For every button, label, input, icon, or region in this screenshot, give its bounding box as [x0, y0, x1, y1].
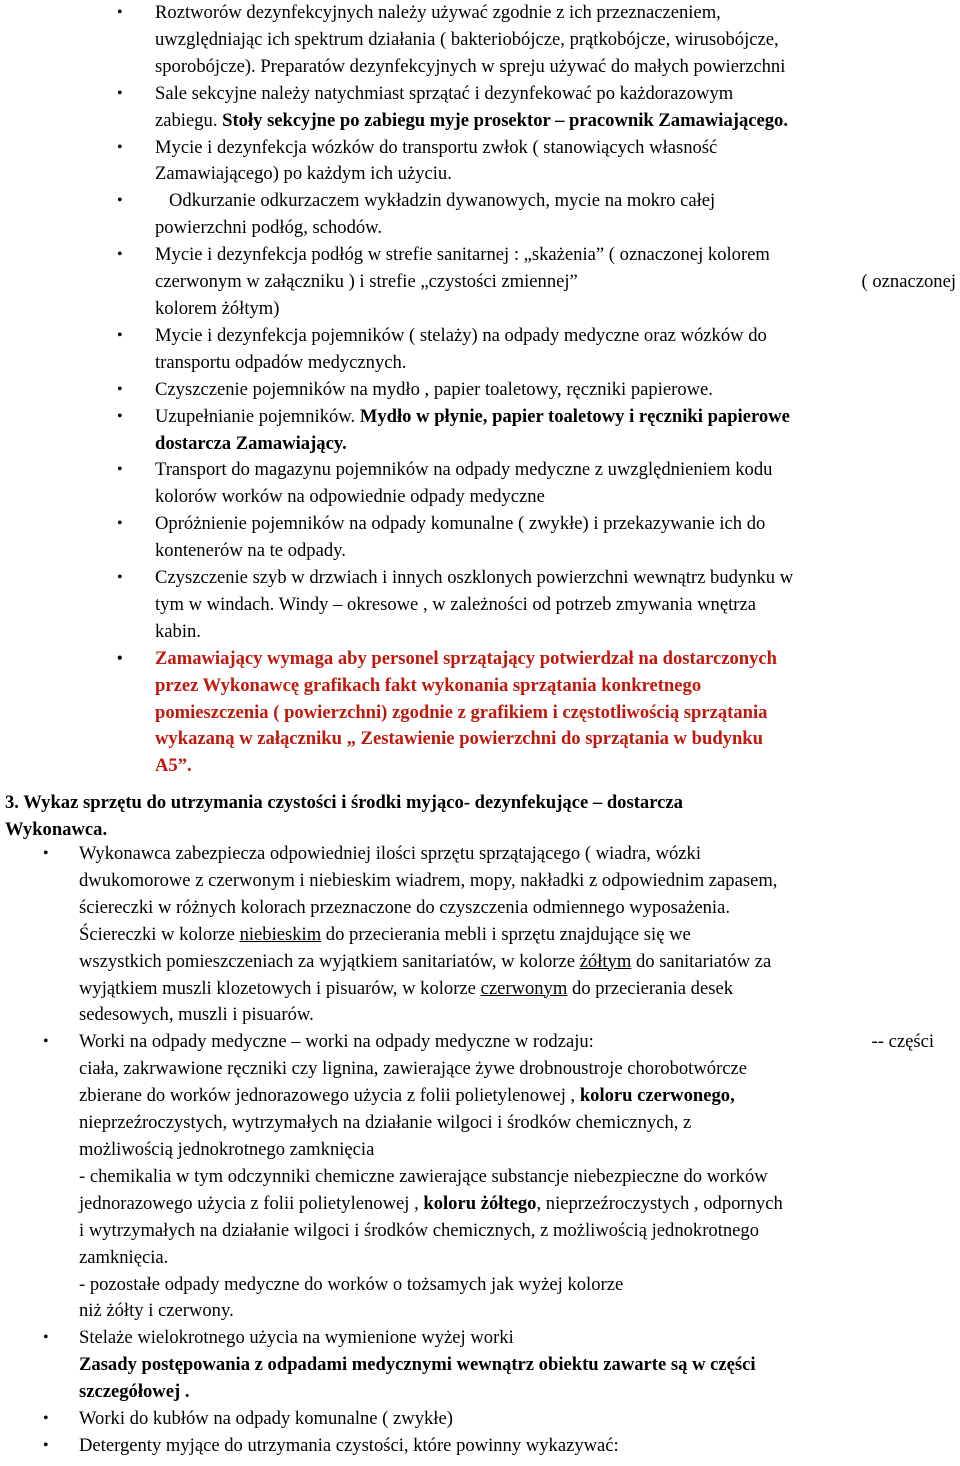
bullet-icon: • [117, 461, 123, 479]
list-item: • Transport do magazynu pojemników na odpady medyczne z uwzględnieniem kodu kolorów worków na odpowiednie odpady medyczne [117, 459, 773, 508]
bullet-icon: • [117, 246, 123, 264]
bullet-icon: • [117, 84, 123, 102]
bullet-icon: • [43, 1033, 49, 1051]
bullet-icon: • [117, 407, 123, 425]
equipment-list [0, 841, 960, 1460]
list-item: • Uzupełnianie pojemników. Mydło w płynie, papier toaletowy i ręczniki papierowe dostarcza Zamawiający. [117, 405, 790, 454]
list-item: • Stelaże wielokrotnego użycia na wymienione wyżej worki Zasady postępowania z odpadami medycznymi wewnątrz obiektu zawarte są w części szczegółowej . [43, 1327, 756, 1403]
list-item: • Detergenty myjące do utrzymania czystości, które powinny wykazywać: [0, 1433, 960, 1460]
bullet-icon: • [117, 515, 123, 533]
bullet-icon: • [43, 845, 49, 862]
list-item: • Mycie i dezynfekcja pojemników ( stelaży) na odpady medyczne oraz wózków do transportu odpadów medycznych. [117, 324, 767, 373]
list-item: • Mycie i dezynfekcja wózków do transportu zwłok ( stanowiących własność Zamawiającego) po każdym ich użyciu. [117, 136, 718, 185]
list-item: • Worki do kubłów na odpady komunalne ( zwykłe) [0, 1406, 960, 1433]
bullet-icon: • [43, 1329, 49, 1347]
list-item: • Czyszczenie szyb w drzwiach i innych oszklonych powierzchni wewnątrz budynku w tym w windach. Windy – okresowe , w zależności od potrzeb zmywania wnętrza kabin. [117, 567, 794, 642]
bullet-icon: • [117, 326, 123, 344]
bullet-icon: • [117, 569, 123, 587]
section-heading: 3. Wykaz sprzętu do utrzymania czystości i środki myjąco- dezynfekujące – dostarcza Wykonawca. [5, 792, 683, 840]
list-item: • Czyszczenie pojemników na mydło , papier toaletowy, ręczniki papierowe. [0, 377, 960, 404]
list-item: • Odkurzanie odkurzaczem wykładzin dywanowych, mycie na mokro całej powierzchni podłóg, schodów. [117, 190, 716, 239]
list-item: • Wykonawca zabezpiecza odpowiedniej ilości sprzętu sprzątającego ( wiadra, wózki dwukomorowe z czerwonym i niebieskim wiadrem, mopy, nakładki z odpowiednim zapasem, ściereczki w różnych kolorach przeznaczone do czyszczenia odmiennego wyposażenia. Ściereczki w kolorze niebieskim do przecierania mebli i sprzętu znajdujące się we wszystkich pomieszczeniach za wyjątkiem sanitariatów, w kolorze żółtym do sanitariatów za wyjątkiem muszli klozetowych i pisuarów, w kolorze czerwonym do przecierania desek sedesowych, muszli i pisuarów. [43, 843, 778, 1026]
list-item: • Worki na odpady medyczne – worki na odpady medyczne w rodzaju: -- części ciała, zakrwawione ręczniki czy lignina, zawierające żywe drobnoustroje chorobotwórcze zbierane do worków jednorazowego użycia z folii polietylenowej , koloru czerwonego, nieprzeźroczystych, wytrzymałych na działanie wilgoci i środków chemicznych, z możliwością jednokrotnego zamknięcia - chemikalia w tym odczynniki chemiczne zawierające substancje niebezpieczne do worków jednorazowego użycia z folii polietylenowej , koloru żółtego, nieprzeźroczystych , odpornych i wytrzymałych na działanie wilgoci i środków chemicznych, z możliwością jednokrotnego zamknięcia. - pozostałe odpady medyczne do worków o tożsamych jak wyżej kolorze niż żółty i czerwony. [43, 1031, 934, 1322]
list-item: • Sale sekcyjne należy natychmiast sprzątać i dezynfekować po każdorazowym zabiegu. Stoły sekcyjne po zabiegu myje prosektor – pracownik Zamawiającego. [117, 82, 788, 131]
bullet-icon: • [117, 192, 123, 210]
list-item: • Mycie i dezynfekcja podłóg w strefie sanitarnej : „skażenia” ( oznaczonej kolorem czerwonym w załączniku ) i strefie „czystości zmiennej” ( oznaczonej kolorem żółtym) [117, 244, 956, 319]
list-item: • Opróżnienie pojemników na odpady komunalne ( zwykłe) i przekazywanie ich do kontenerów na te odpady. [117, 513, 766, 562]
bullet-icon: • [43, 1436, 49, 1454]
bullet-icon: • [117, 138, 123, 156]
bullet-icon: • [117, 380, 123, 398]
list-item-highlighted: • Zamawiający wymaga aby personel sprzątający potwierdzał na dostarczonych przez Wykonawcę grafikach fakt wykonania sprzątania konkretnego pomieszczenia ( powierzchni) zgodnie z grafikiem i częstotliwością sprzątania wykazaną w załączniku „ Zestawienie powierzchni do sprzątania w budynku A5”. [117, 647, 777, 777]
bullet-icon: • [117, 4, 123, 21]
bullet-icon: • [43, 1410, 49, 1428]
list-item: • Roztworów dezynfekcyjnych należy używać zgodnie z ich przeznaczeniem, uwzględniając ich spektrum działania ( bakteriobójcze, prątkobójcze, wirusobójcze, sporobójcze). Preparatów dezynfekcyjnych w spreju używać do małych powierzchni [117, 2, 786, 77]
bullet-icon: • [117, 649, 123, 667]
